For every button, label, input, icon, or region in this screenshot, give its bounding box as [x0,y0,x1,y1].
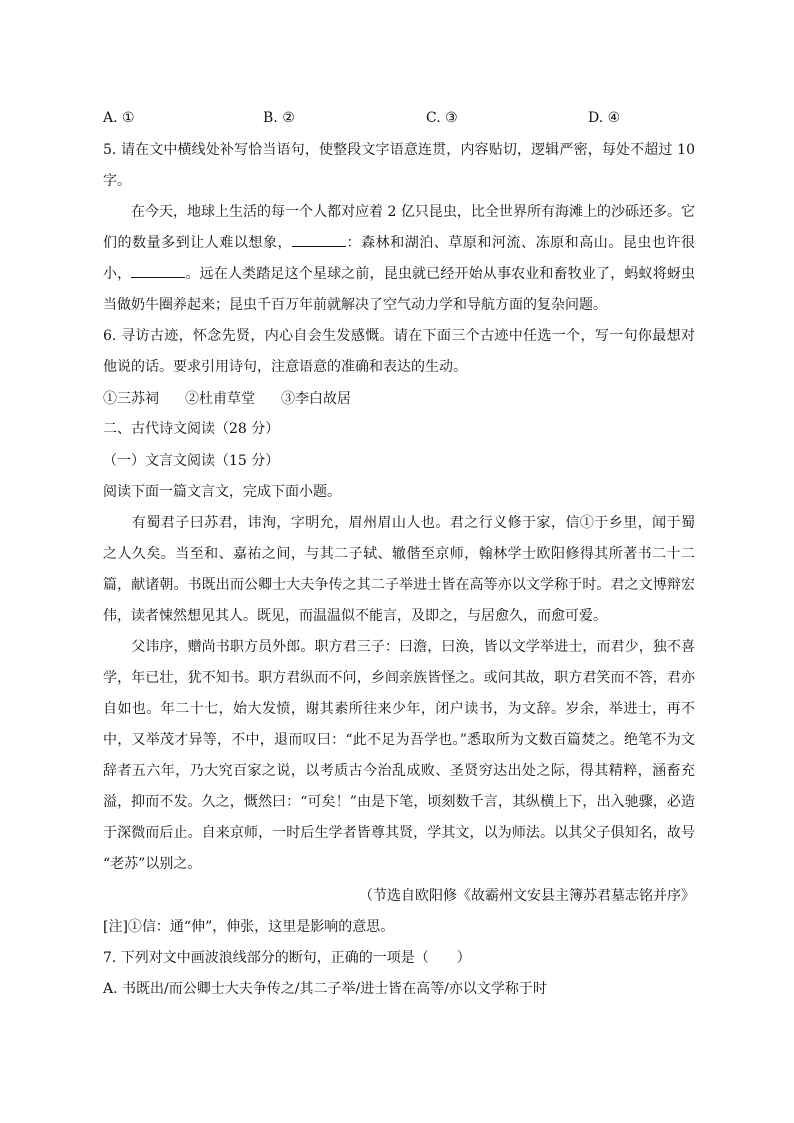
passage-line: 自如也。年二十七，始大发愤，谢其素所往来少年，闭户读书，为文辞。岁余，举进士，再不 [103,701,695,717]
question-6-line: 6. 寻访古迹，怀念先贤，内心自会生发感慨。请在下面三个古迹中任选一个，写一句你最想对 [103,328,695,344]
question-5-line: 5. 请在文中横线处补写恰当语句，使整段文字语意连贯，内容贴切，逻辑严密，每处不超过 10 [103,142,695,158]
option-c: C. ③ [426,110,458,126]
instruction-text: 阅读下面一篇文言文，完成下面小题。 [103,484,341,500]
passage-line: 伟，读者悚然想见其人。既见，而温温似不能言，及即之，与居愈久，而愈可爱。 [103,608,607,624]
passage-line: 之人久矣。当至和、嘉祐之间，与其二子轼、辙偕至京师，翰林学士欧阳修得其所著书二十二 [103,546,695,562]
passage-line: “老苏”以别之。 [103,856,202,872]
passage-line: 父讳序，赠尚书职方员外郎。职方君三子：曰澹，曰涣，皆以文学举进士，而君少，独不喜 [103,639,695,655]
paragraph-line [103,264,695,284]
paragraph-line: 在今天，地球上生活的每一个人都对应着 2 亿只昆虫，比全世界所有海滩上的沙砾还多。它 [103,204,695,220]
paragraph-text: ：森林和湖泊、草原和河流、冻原和高山。昆虫也许很 [346,235,696,251]
passage-line: 学，年已壮，犹不知书。职方君纵而不问，乡闾亲族皆怪之。或问其故，职方君笑而不答，君亦 [103,670,695,686]
paragraph-line [103,233,695,253]
subsection-heading: （一）文言文阅读（15 分） [103,453,280,469]
option-b: B. ② [263,110,295,126]
choice-item: ①三苏祠 [103,391,159,407]
footnote: [注]①信：通“伸”，伸张，这里是影响的意思。 [103,919,395,935]
answer-blank-2[interactable] [131,265,185,278]
question-6-choices [103,389,695,409]
question-6-line: 他说的话。要求引用诗句，注意语意的准确和表达的生动。 [103,359,467,375]
passage-line: 中，又举茂才异等，不中，退而叹曰：“此不足为吾学也。”悉取所为文数百篇焚之。绝笔不为文 [103,732,695,748]
paragraph-text: 小， [103,266,132,282]
paragraph-line: 当做奶牛圈养起来；昆虫千百万年前就解决了空气动力学和导航方面的复杂问题。 [103,297,607,313]
passage-line: 溢，抑而不发。久之，慨然曰：“可矣！”由是下笔，顷刻数千言，其纵横上下，出入驰骤，必造 [103,794,695,810]
passage-line: 辞者五六年，乃大究百家之说，以考质古今治乱成败、圣贤穷达出处之际，得其精粹，涵畜充 [103,763,695,779]
question-5-line: 字。 [103,173,131,189]
option-a-q7[interactable]: A. 书既出/而公卿士大夫争传之/其二子举/进士皆在高等/亦以文学称于时 [103,981,547,997]
option-a: A. ① [103,110,135,126]
answer-blank-1[interactable] [292,234,346,247]
paragraph-text: 。远在人类踏足这个星球之前，昆虫就已经开始从事农业和畜牧业了，蚂蚁将蚜虫 [185,266,696,282]
option-d: D. ④ [588,110,621,126]
passage-line: 篇，献诸朝。书既出而公卿士大夫争传之其二子举进士皆在高等亦以文学称于时。君之文博辩宏 [103,577,695,593]
passage-line: 于深微而后止。自来京师，一时后生学者皆尊其贤，学其文，以为师法。以其父子俱知名，故号 [103,825,695,841]
paragraph-text: 们的数量多到让人难以想象， [103,235,293,251]
choice-item: ②杜甫草堂 [185,391,255,407]
source-citation: （节选自欧阳修《故霸州文安县主簿苏君墓志铭并序》 [359,888,695,904]
question-7: 7. 下列对文中画波浪线部分的断句，正确的一项是（ ） [103,950,471,966]
passage-line: 有蜀君子曰苏君，讳洵，字明允，眉州眉山人也。君之行义修于家，信①于乡里，闻于蜀 [103,515,695,531]
section-heading: 二、古代诗文阅读（28 分） [103,421,280,437]
choice-item: ③李白故居 [281,391,351,407]
